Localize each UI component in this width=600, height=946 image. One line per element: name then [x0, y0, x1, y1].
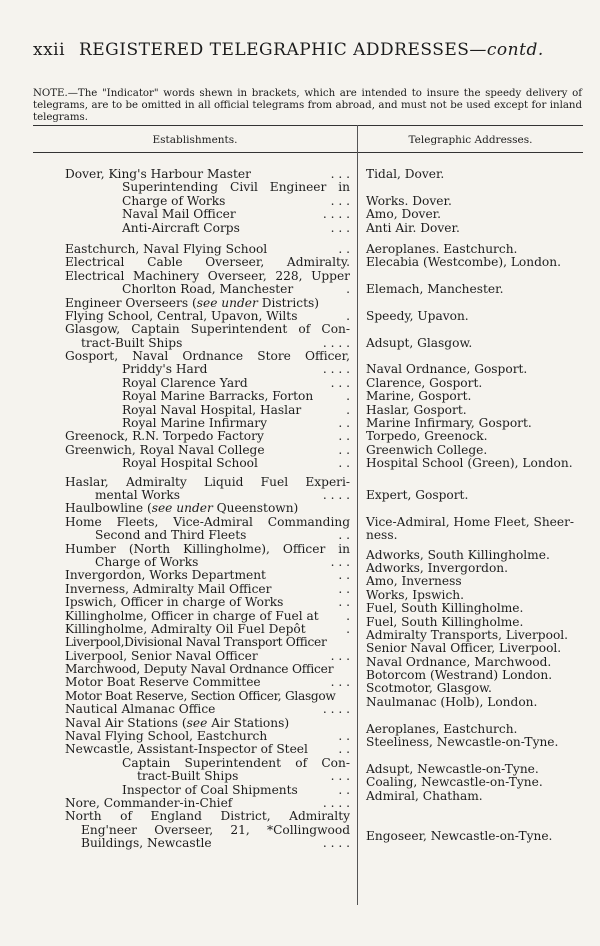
- list-item: Royal Hospital School . .: [122, 456, 350, 471]
- list-item: Amo, Inverness: [366, 574, 462, 589]
- list-item: Glasgow, Captain Superintendent of Con-: [65, 322, 350, 337]
- list-item: Home Fleets, Vice-Admiral Commanding: [65, 514, 350, 529]
- list-item: Adsupt, Newcastle-on-Tyne.: [366, 761, 539, 776]
- list-item: Anti-Aircraft Corps . . .: [122, 220, 350, 235]
- list-item: Electrical Cable Overseer, Admiralty.: [65, 255, 350, 270]
- list-item: Aeroplanes. Eastchurch.: [366, 241, 518, 256]
- list-item: Tidal, Dover.: [366, 167, 445, 181]
- list-item: Gosport, Naval Ordnance Store Officer,: [65, 349, 350, 364]
- list-item: Fuel, South Killingholme.: [366, 601, 524, 616]
- list-item: Nautical Almanac Office . . . .: [65, 702, 350, 717]
- divider: [33, 152, 583, 153]
- list-item: Dover, King's Harbour Master . . .: [65, 167, 350, 181]
- list-item: Ipswich, Officer in charge of Works . .: [65, 595, 350, 610]
- list-item: Inspector of Coal Shipments . .: [122, 782, 350, 797]
- list-item: Royal Clarence Yard . . .: [122, 375, 350, 390]
- list-item: Naval Air Stations (see Air Stations): [65, 715, 290, 730]
- list-item: Haslar, Admiralty Liquid Fuel Experi-: [65, 474, 350, 489]
- list-item: Killingholme, Admiralty Oil Fuel Depôt .: [65, 621, 350, 636]
- list-item: Speedy, Upavon.: [366, 308, 469, 323]
- list-item: Naval Ordnance, Marchwood.: [366, 654, 552, 669]
- list-item: Engoseer, Newcastle-on-Tyne.: [366, 828, 553, 843]
- list-item: Buildings, Newcastle . . . .: [81, 836, 350, 851]
- list-item: Priddy's Hard . . . .: [122, 362, 350, 377]
- list-item: Royal Naval Hospital, Haslar .: [122, 402, 350, 417]
- list-item: Humber (North Killingholme), Officer in: [65, 541, 350, 556]
- list-item: Liverpool, Senior Naval Officer . . .: [65, 648, 350, 663]
- list-item: Charge of Works . . .: [95, 554, 350, 569]
- page-title-contd: —contd.: [469, 40, 544, 60]
- list-item: Electrical Machinery Overseer, 228, Upper: [65, 268, 350, 283]
- column-header-establishments: Establishments.: [152, 134, 238, 146]
- list-item: Naulmanac (Holb), London.: [366, 694, 538, 709]
- list-item: Liverpool,Divisional Naval Transport Officer: [65, 635, 327, 650]
- list-item: mental Works . . . .: [95, 487, 350, 502]
- list-item: tract-Built Ships . . . .: [81, 335, 350, 350]
- list-item: Eng'neer Overseer, 21, *Collingwood: [81, 822, 350, 837]
- list-item: Royal Marine Barracks, Forton .: [122, 389, 350, 404]
- list-item: Marine, Gosport.: [366, 389, 472, 404]
- list-item: Charge of Works . . .: [122, 193, 350, 208]
- list-item: Haslar, Gosport.: [366, 402, 467, 417]
- list-item: Scotmotor, Glasgow.: [366, 681, 492, 696]
- list-item: Anti Air. Dover.: [366, 220, 460, 235]
- list-item: Nore, Commander-in-Chief . . . .: [65, 795, 350, 810]
- list-item: Amo, Dover.: [366, 207, 442, 222]
- establishments-column: [65, 168, 350, 851]
- list-item: Second and Third Fleets . .: [95, 528, 350, 543]
- list-item: Works. Dover.: [366, 193, 452, 208]
- list-item: Hospital School (Green), London.: [366, 456, 573, 471]
- list-item: Coaling, Newcastle-on-Tyne.: [366, 775, 543, 790]
- list-item: Vice-Admiral, Home Fleet, Sheer-: [366, 514, 575, 529]
- list-item: Royal Marine Infirmary . .: [122, 416, 350, 431]
- list-item: Naval Mail Officer . . . .: [122, 207, 350, 222]
- list-item: Botorcom (Westrand) London.: [366, 668, 553, 683]
- column-header-telegraphic-addresses: Telegraphic Addresses.: [408, 134, 533, 146]
- list-item: Newcastle, Assistant-Inspector of Steel . .: [65, 742, 350, 757]
- column-divider: [357, 125, 358, 905]
- page-title: REGISTERED TELEGRAPHIC ADDRESSES: [78, 40, 470, 60]
- list-item: Senior Naval Officer, Liverpool.: [366, 641, 562, 656]
- list-item: Motor Boat Reserve Committee . . .: [65, 675, 350, 690]
- list-item: Admiralty Transports, Liverpool.: [366, 627, 569, 642]
- list-item: Fuel, South Killingholme.: [366, 614, 524, 629]
- list-item: tract-Built Ships . . .: [137, 769, 350, 784]
- list-item: Eastchurch, Naval Flying School . .: [65, 241, 350, 256]
- list-item: Aeroplanes, Eastchurch.: [366, 721, 518, 736]
- list-item: Flying School, Central, Upavon, Wilts .: [65, 308, 350, 323]
- list-item: Adsupt, Glasgow.: [366, 335, 473, 350]
- list-item: Engineer Overseers (see under Districts): [65, 295, 319, 310]
- list-item: Marine Infirmary, Gosport.: [366, 416, 532, 431]
- list-item: Greenock, R.N. Torpedo Factory . .: [65, 429, 350, 444]
- list-item: Inverness, Admiralty Mail Officer . .: [65, 581, 350, 596]
- list-item: Elecabia (Westcombe), London.: [366, 255, 561, 270]
- list-item: Killingholme, Officer in charge of Fuel at .: [65, 608, 350, 623]
- list-item: Naval Ordnance, Gosport.: [366, 362, 528, 377]
- list-item: Motor Boat Reserve, Section Officer, Glasgow: [65, 688, 336, 703]
- list-item: North of England District, Admiralty: [65, 809, 350, 824]
- list-item: Admiral, Chatham.: [366, 788, 483, 803]
- list-item: Invergordon, Works Department . .: [65, 568, 350, 583]
- list-item: Expert, Gosport.: [366, 487, 469, 502]
- divider: [33, 125, 583, 126]
- list-item: Chorlton Road, Manchester .: [122, 282, 350, 297]
- list-item: Haulbowline (see under Queenstown): [65, 501, 299, 516]
- addresses-column: [366, 168, 588, 843]
- list-item: Clarence, Gosport.: [366, 375, 483, 390]
- list-item: Captain Superintendent of Con-: [122, 755, 350, 770]
- list-item: Superintending Civil Engineer in: [122, 180, 350, 195]
- list-item: Greenwich College.: [366, 442, 488, 457]
- list-item: Works, Ipswich.: [366, 587, 464, 602]
- list-item: ness.: [366, 528, 398, 543]
- page-number: xxii: [33, 40, 66, 60]
- note-paragraph: NOTE.—The "Indicator" words shewn in brackets, which are intended to insure the speedy delivery of telegrams, are to be omitted in all official telegrams from abroad, and must not be used except for inland telegrams.: [33, 88, 582, 123]
- list-item: Naval Flying School, Eastchurch . .: [65, 729, 350, 744]
- list-item: Elemach, Manchester.: [366, 282, 504, 297]
- list-item: Steeliness, Newcastle-on-Tyne.: [366, 735, 559, 750]
- list-item: Adworks, Invergordon.: [366, 560, 509, 575]
- page-header: [33, 40, 573, 60]
- list-item: Torpedo, Greenock.: [366, 429, 488, 444]
- list-item: Adworks, South Killingholme.: [366, 547, 550, 562]
- list-item: Greenwich, Royal Naval College . .: [65, 442, 350, 457]
- list-item: Marchwood, Deputy Naval Ordnance Officer: [65, 662, 334, 677]
